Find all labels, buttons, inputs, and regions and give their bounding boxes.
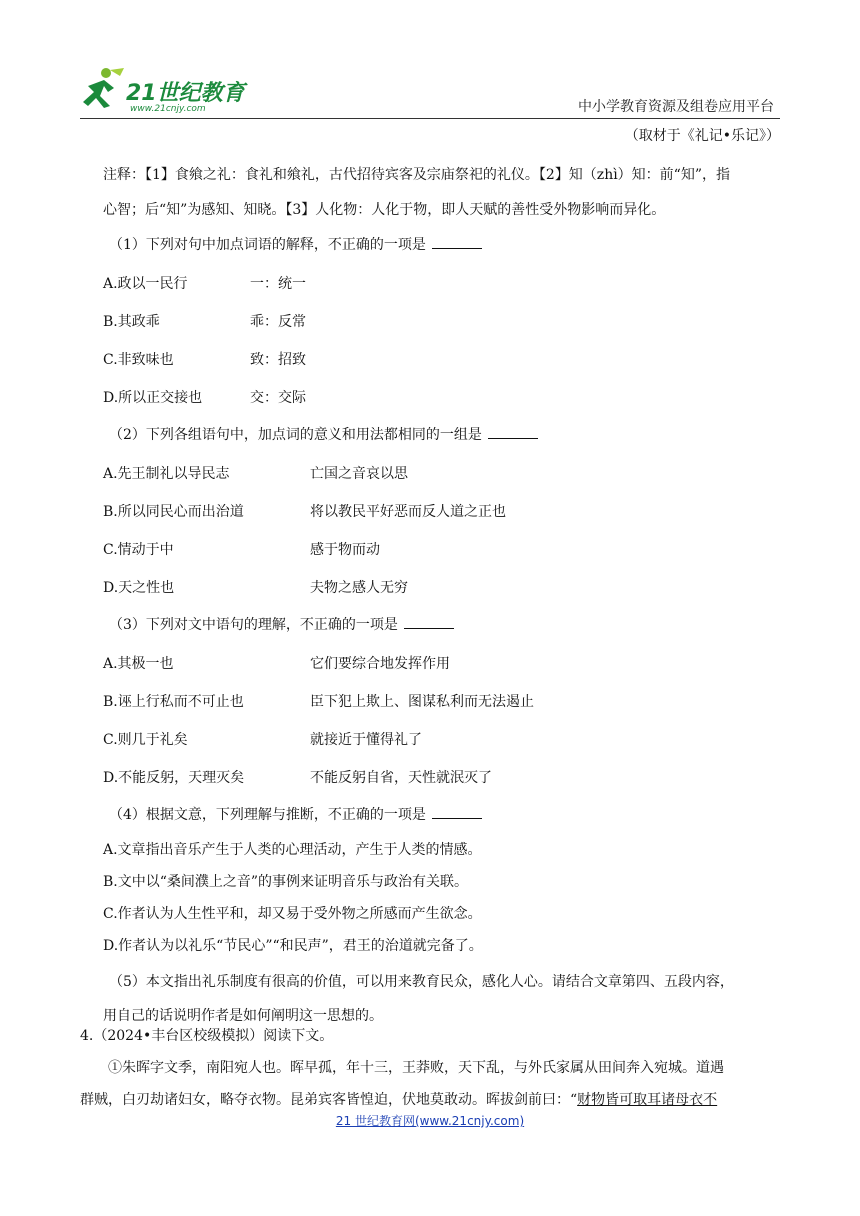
option-text: C.情动于中 <box>103 542 174 558</box>
answer-blank <box>432 804 482 819</box>
option-text: B.诬上行私而不可止也 <box>103 694 244 710</box>
question-5-line-2: 用自己的话说明作者是如何阐明这一思想的。 <box>103 1008 383 1024</box>
q3-option <box>103 756 780 794</box>
footer <box>0 1112 860 1129</box>
platform-title: 中小学教育资源及组卷应用平台 <box>578 99 774 115</box>
q4-option: D.作者认为以礼乐“节民心”“和民声”，君王的治道就完备了。 <box>103 938 483 954</box>
q1-option <box>103 262 780 300</box>
q4-option: A.文章指出音乐产生于人类的心理活动，产生于人类的情感。 <box>103 842 482 858</box>
next-question <box>80 1020 780 1116</box>
option-text: D.不能反躬，天理灭矣 <box>103 770 245 786</box>
option-text: B.所以同民心而出治道 <box>103 504 244 520</box>
answer-blank <box>432 234 482 249</box>
option-gloss: 一：统一 <box>250 276 306 292</box>
document-body <box>103 152 780 1032</box>
q4-option: C.作者认为人生性平和，却又易于受外物之所感而产生欲念。 <box>103 906 482 922</box>
option-compare: 夫物之感人无穷 <box>310 580 408 596</box>
question-4-stem: （4）根据文意，下列理解与推断，不正确的一项是 <box>109 807 426 823</box>
question-2 <box>103 416 780 454</box>
option-text: D.天之性也 <box>103 580 175 596</box>
q2-option <box>103 566 780 604</box>
question-2-stem: （2）下列各组语句中，加点词的意义和用法都相同的一组是 <box>109 427 482 443</box>
option-text: A.政以一民行 <box>103 276 188 292</box>
q1-option <box>103 300 780 338</box>
logo <box>80 64 250 120</box>
option-gloss: 致：招致 <box>250 352 306 368</box>
underlined-sentence: 财物皆可取耳诸母衣不 <box>577 1092 718 1108</box>
option-text: C.非致味也 <box>103 352 174 368</box>
option-text: B.其政乖 <box>103 314 160 330</box>
option-text: C.则几于礼矣 <box>103 732 188 748</box>
question-5-line-1: （5）本文指出礼乐制度有很高的价值，可以用来教育民众，感化人心。请结合文章第四、五段内容， <box>109 974 734 990</box>
q2-option <box>103 490 780 528</box>
q3-option <box>103 718 780 756</box>
option-translation: 它们要综合地发挥作用 <box>310 656 450 672</box>
footer-link[interactable]: 21 世纪教育网(www.21cnjy.com) <box>335 1114 525 1128</box>
option-text: D.所以正交接也 <box>103 390 203 406</box>
runner-logo-icon <box>80 66 126 112</box>
q2-option <box>103 528 780 566</box>
notes-line-1: 注释：【1】食飨之礼：食礼和飨礼，古代招待宾客及宗庙祭祀的礼仪。【2】知（zhì）知：前“知”，指 <box>103 167 730 183</box>
option-compare: 亡国之音哀以思 <box>310 466 408 482</box>
answer-blank <box>488 424 538 439</box>
option-compare: 感于物而动 <box>310 542 380 558</box>
header-divider <box>80 118 780 119</box>
q3-option <box>103 680 780 718</box>
option-gloss: 交：交际 <box>250 390 306 406</box>
question-1-stem: （1）下列对句中加点词语的解释，不正确的一项是 <box>109 237 426 253</box>
option-text: A.其极一也 <box>103 656 174 672</box>
passage-text: 群贼，白刃劫诸妇女，略夺衣物。昆弟宾客皆惶迫，伏地莫敢动。晖拔剑前曰：“ <box>80 1092 578 1108</box>
q4-option: B.文中以“桑间濮上之音”的事例来证明音乐与政治有关联。 <box>103 874 469 890</box>
option-translation: 就接近于懂得礼了 <box>310 732 422 748</box>
notes-line-2: 心智；后“知”为感知、知晓。【3】人化物：人化于物，即人天赋的善性受外物影响而异化。 <box>103 202 666 218</box>
logo-text: 21世纪教育 <box>126 81 245 106</box>
passage-line-1: ①朱晖字文季，南阳宛人也。晖早孤，年十三，王莽败，天下乱，与外氏家属从田间奔入宛城。道遇 <box>108 1060 724 1076</box>
option-gloss: 乖：反常 <box>250 314 306 330</box>
q1-option <box>103 338 780 376</box>
question-4 <box>103 796 780 834</box>
logo-url: www.21cnjy.com <box>130 104 206 114</box>
question-4-title: 4.（2024•丰台区校级模拟）阅读下文。 <box>80 1028 334 1044</box>
option-translation: 不能反躬自省，天性就泯灭了 <box>310 770 492 786</box>
q2-option <box>103 454 780 490</box>
q1-option <box>103 376 780 414</box>
option-compare: 将以教民平好恶而反人道之正也 <box>310 504 506 520</box>
q3-option <box>103 644 780 680</box>
option-text: A.先王制礼以导民志 <box>103 466 230 482</box>
answer-blank <box>404 614 454 629</box>
question-1 <box>103 228 780 262</box>
question-3-stem: （3）下列对文中语句的理解，不正确的一项是 <box>109 617 398 633</box>
question-3 <box>103 606 780 644</box>
source-citation: （取材于《礼记•乐记》） <box>624 128 780 144</box>
option-translation: 臣下犯上欺上、图谋私利而无法遏止 <box>310 694 534 710</box>
